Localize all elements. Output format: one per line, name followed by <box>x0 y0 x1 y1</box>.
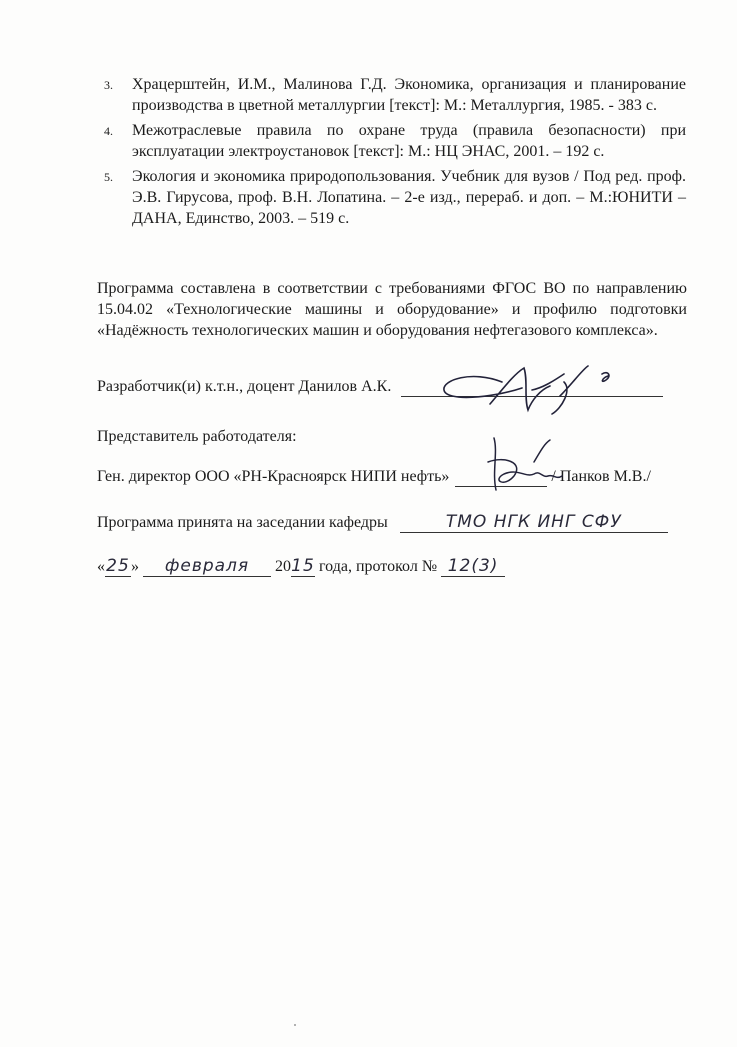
approval-label: Программа принята на заседании кафедры <box>97 514 388 531</box>
reference-number: 3. <box>104 78 113 92</box>
date-day: 25 <box>106 556 130 576</box>
director-name: / Панков М.В./ <box>551 468 651 485</box>
reference-item <box>104 120 686 162</box>
reference-item <box>104 74 686 116</box>
developer-signature <box>432 360 632 420</box>
date-year-suffix: 15 <box>291 556 315 576</box>
date-close-quote: » <box>131 558 139 575</box>
date-year-prefix: 20 <box>275 558 291 575</box>
date-open-quote: « <box>97 558 105 575</box>
reference-number: 4. <box>104 124 113 138</box>
reference-text: Храцерштейн, И.М., Малинова Г.Д. Экономика, организация и планирование производства в цветной металлургии [текст]: М.: Металлургия, 1985. - 383 с. <box>132 76 686 114</box>
protocol-label: года, протокол № <box>319 558 438 575</box>
developer-label: Разработчик(и) к.т.н., доцент Данилов А.К. <box>97 378 392 395</box>
reference-text: Экология и экономика природопользования. Учебник для вузов / Под ред. проф. Э.В. Гирусова, проф. В.Н. Лопатина. – 2-е изд., перераб. и доп. – М.:ЮНИТИ – ДАНА, Единство, 2003. – 519 с. <box>132 168 686 227</box>
reference-text: Межотраслевые правила по охране труда (правила безопасности) при эксплуатации электроустановок [текст]: М.: НЦ ЭНАС, 2001. – 192 с. <box>132 122 686 160</box>
employer-rep-row <box>97 428 297 446</box>
director-label: Ген. директор ООО «РН-Красноярск НИПИ нефть» <box>97 468 450 485</box>
scan-speck <box>294 1024 296 1026</box>
reference-number: 5. <box>104 170 113 184</box>
employer-rep-label: Представитель работодателя: <box>97 428 297 445</box>
approval-row <box>97 512 668 533</box>
date-month: февраля <box>143 556 271 577</box>
protocol-number: 12(3) <box>441 556 505 577</box>
director-signature <box>474 432 584 502</box>
references-list <box>104 74 686 233</box>
program-statement: Программа составлена в соответствии с требованиями ФГОС ВО по направлению 15.04.02 «Технологические машины и оборудование» и профилю подготовки «Надёжность технологических машин и оборудования нефтегазового комплекса». <box>97 280 687 339</box>
date-row <box>97 556 505 577</box>
department-handwritten: ТМО НГК ИНГ СФУ <box>400 512 668 533</box>
reference-item <box>104 166 686 229</box>
